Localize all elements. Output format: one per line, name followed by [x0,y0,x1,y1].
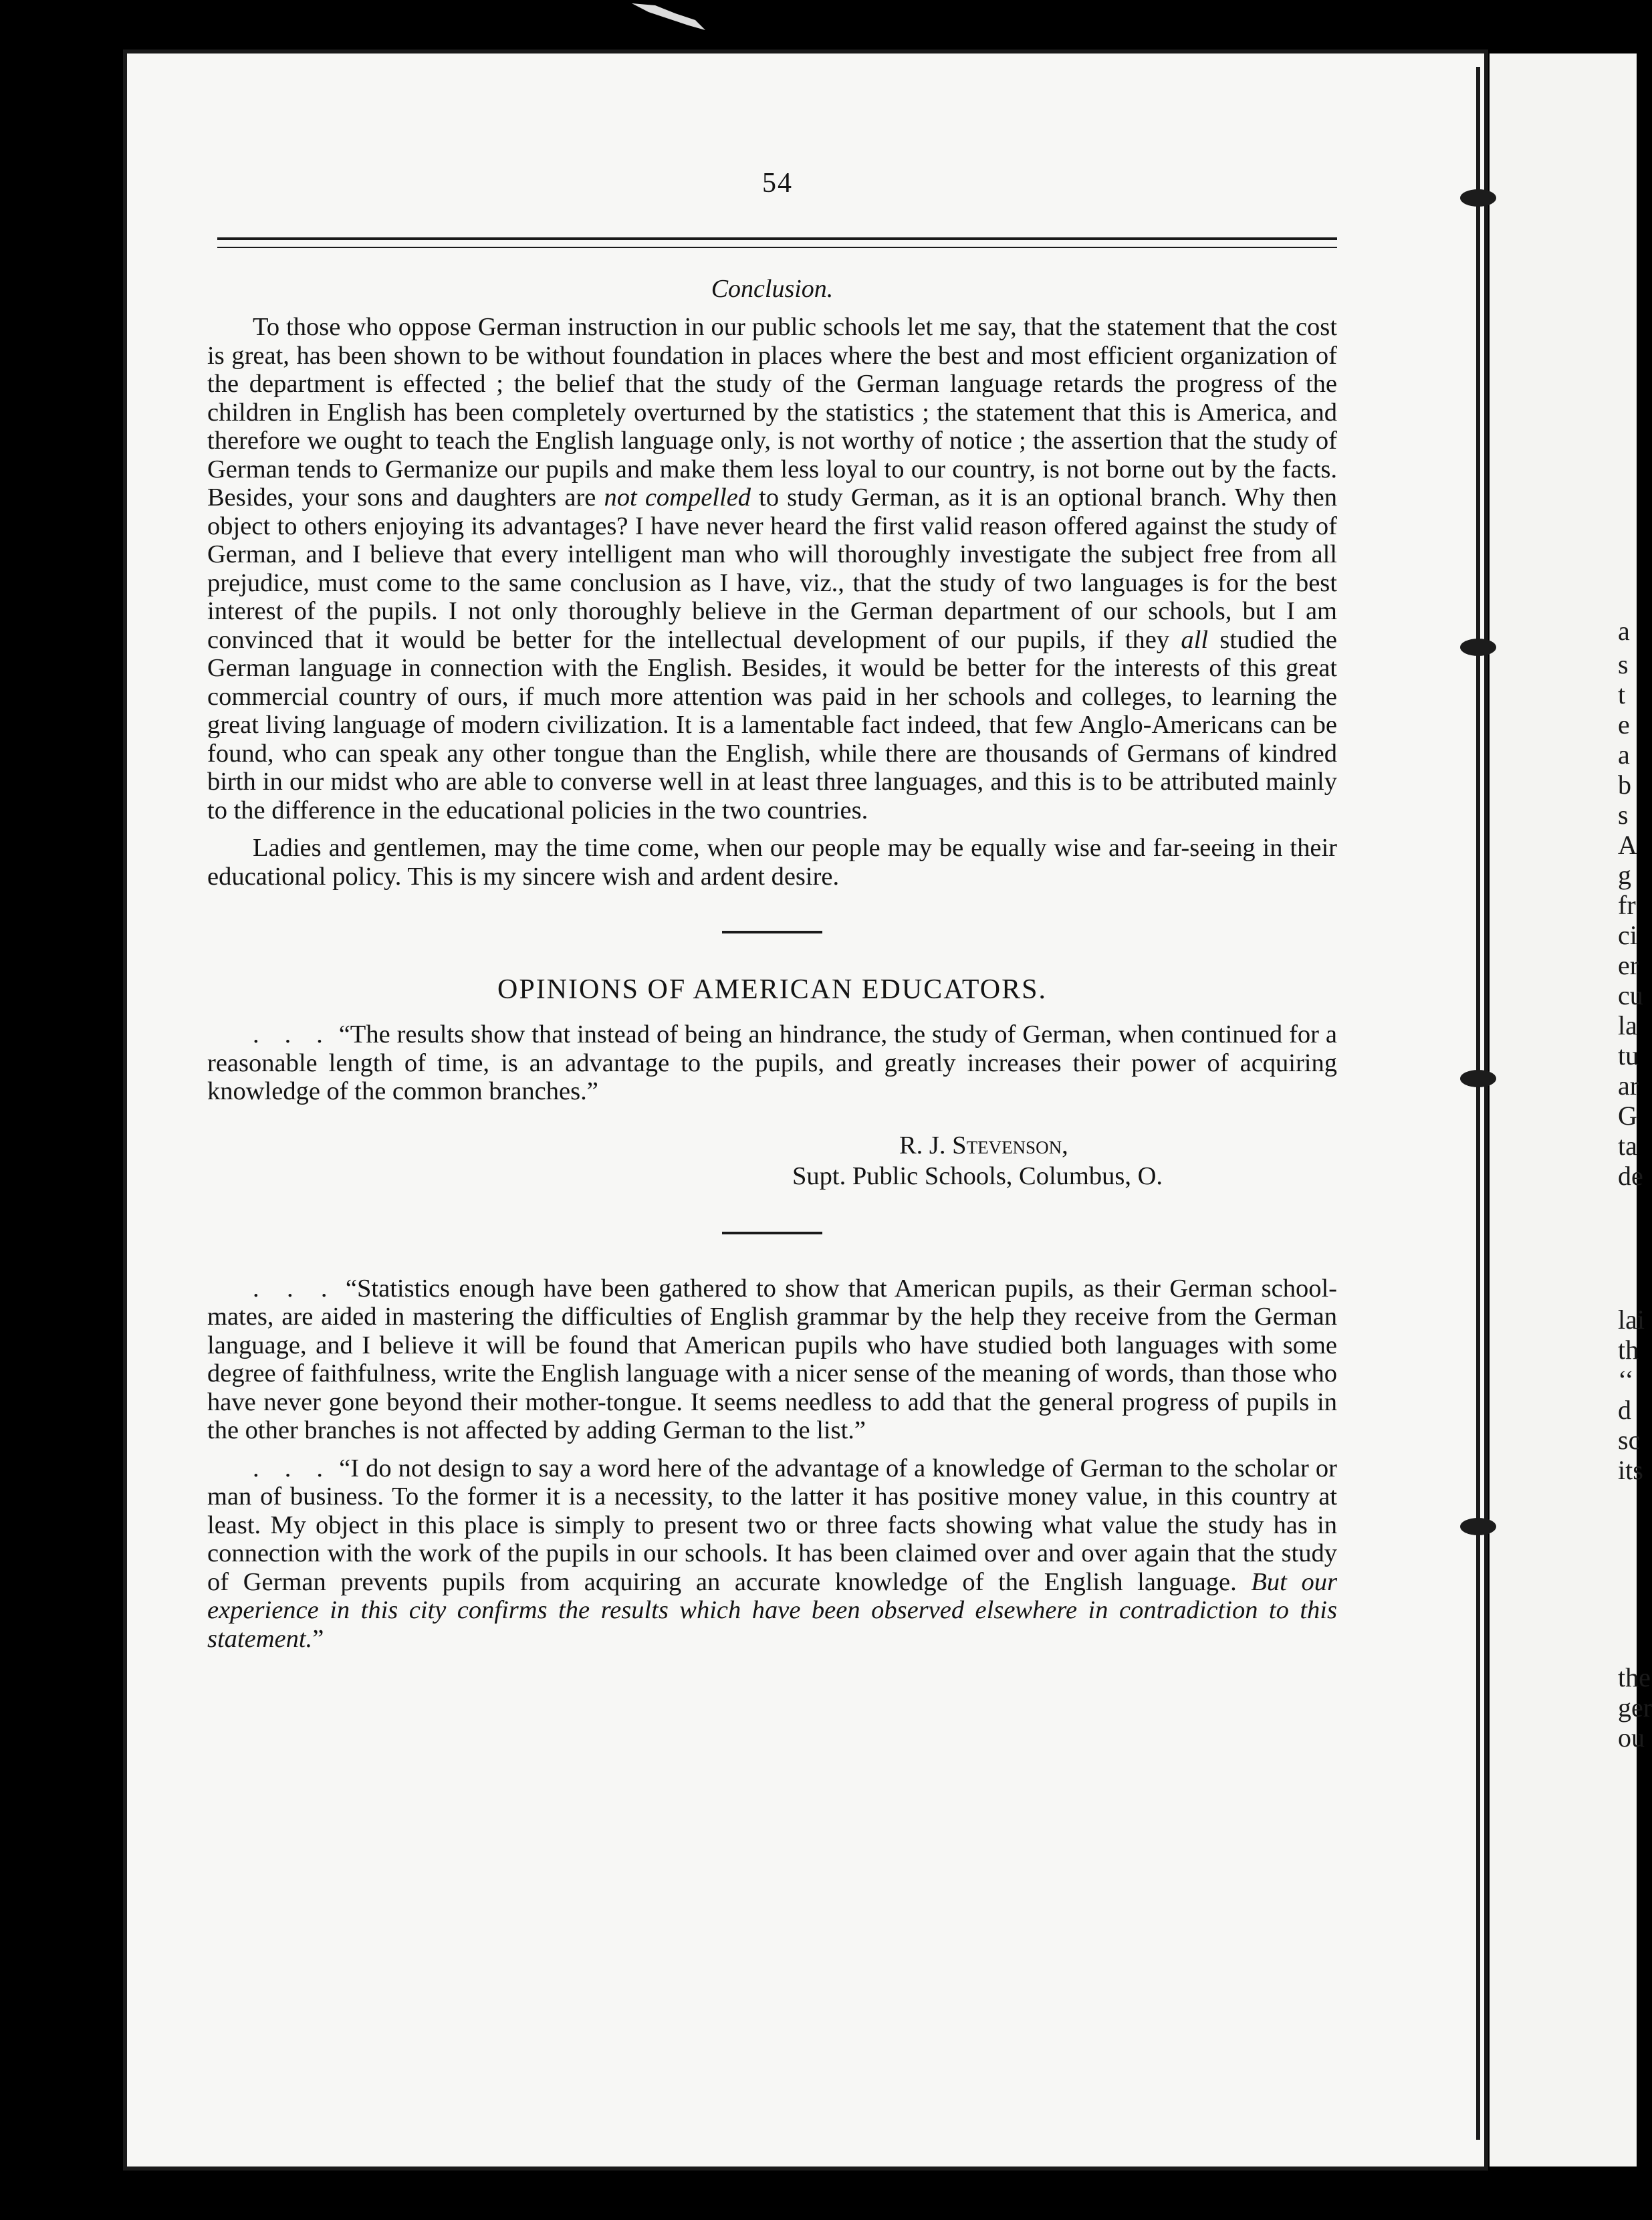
conclusion-text: to study German, as it is an optional branch. Why then object to others enjoying its advantages? I have never heard the first valid reason offered against the study of German, and I believe that every intelligent man who will thoroughly investigate the subject free from all prejudice, must come to the same conclusion as I have, viz., that the study of two languages is for the best interest of the pupils. I not only thoroughly believe in the German department of our schools, but I am convinced that it would be better for the intellectual development of our pupils, if they [207,483,1337,654]
adjacent-page-fragment: sc [1618,1425,1641,1455]
adjacent-page-fragment: er [1618,950,1639,980]
quote-paragraph [207,1020,1337,1106]
quote-text: “Statistics enough have been gathered to show that American pupils, as their German school-mates, are aided in mastering the difficulties of English grammar by the help they receive from the German language, and I believe it will be found that American pupils who have studied both languages with some degree of faithfulness, write the English language with a nicer sense of the meaning of words, than those who have never gone beyond their mother-tongue. It seems needless to add that the general progress of pupils in the other branches is not affected by adding German to the list.” [207,1274,1338,1444]
attribution-name [792,1130,1337,1161]
adjacent-page-fragment: tu [1618,1040,1639,1071]
adjacent-page-fragment: the [1618,1662,1651,1692]
quote-text: “I do not design to say a word here of the advantage of a knowledge of German to the scholar or man of business. To the former it is a necessity, to the latter it has positive money value, in this country at least. My object in this place is simply to present two or three facts showing what value the study has in connection with the work of the pupils in our schools. It has been claimed over and over again that the study of German prevents pupils from acquiring an accurate knowledge of the English language. [207,1454,1338,1596]
page-binding-line [1476,67,1480,2140]
quote-text: ” [312,1624,324,1653]
emphasis-text: all [1181,625,1209,654]
page-number: 54 [762,168,793,199]
adjacent-page-fragment: ger [1618,1692,1652,1723]
adjacent-page-fragment: ci [1618,920,1637,950]
conclusion-paragraph [207,313,1337,824]
adjacent-page-fragment: its [1618,1455,1643,1485]
section-heading-conclusion: Conclusion. [711,275,834,303]
adjacent-page-fragment: e [1618,709,1630,740]
adjacent-page-fragment: la [1618,1010,1637,1040]
adjacent-page-fragment: a [1618,740,1630,770]
emphasis-text: not compelled [604,483,751,512]
adjacent-page-fragment: fr [1618,890,1636,920]
quote-attribution [792,1130,1337,1192]
ellipsis: . . . [253,1454,333,1482]
adjacent-page-fragment: ‘‘ [1618,1365,1634,1395]
scan-blemish [628,0,709,33]
adjacent-page-fragment: lai [1618,1305,1645,1335]
adjacent-page-fragment: ta [1618,1131,1637,1161]
adjacent-page-fragment: a [1618,616,1630,646]
adjacent-page-fragment: de [1618,1161,1643,1191]
adjacent-page-fragment: A [1618,830,1637,860]
conclusion-text: studied the German language in connection with the English. Besides, it would be better for the interests of this great commercial country of ours, if much more attention was paid in her schools and colleges, to learning the great living language of modern civilization. It is a lamentable fact indeed, that few Anglo-Americans can be found, who can speak any other tongue than the English, while there are thousands of Germans of kindred birth in our midst who are able to converse well in at least three languages, and this is to be attributed mainly to the difference in the educational policies in the two countries. [207,625,1338,824]
conclusion-text: To those who oppose German instruction in our public schools let me say, that the statement that the cost is great, has been shown to be without foundation in places where the best and most efficient organization of the department is effected ; the belief that the study of the German language retards the progress of the children in English has been completely overturned by the statistics ; the statement that this is America, and therefore we ought to teach the English language only, is not worthy of notice ; the assertion that the study of German tends to Germanize our pupils and make them less loyal to our country, is not borne out by the facts. Besides, your sons and daughters are [207,313,1337,512]
adjacent-page-fragment: s [1618,649,1629,679]
adjacent-page-fragment: ar [1618,1071,1639,1101]
adjacent-page-fragment: g [1618,860,1631,890]
ellipsis: . . . [253,1020,332,1048]
adjacent-page-fragment: ou [1618,1723,1645,1753]
binding-mark [1460,639,1496,656]
attribution-surname: Stevenson, [952,1131,1068,1159]
section-divider [722,931,822,933]
binding-mark [1460,1070,1496,1087]
header-rule [217,237,1337,248]
binding-mark [1460,189,1496,207]
section-divider [722,1232,822,1234]
quote-paragraph [207,1274,1337,1445]
quote-text: “The results show that instead of being an hindrance, the study of German, when continued for a reasonable length of time, is an advantage to the pupils, and greatly increases their power of acquiring knowledge of the common branches.” [207,1020,1338,1105]
adjacent-page-fragment: t [1618,679,1626,709]
adjacent-page-fragment: d [1618,1395,1631,1425]
closing-paragraph: Ladies and gentlemen, may the time come, when our people may be equally wise and far-seeing in their educational policy. This is my sincere wish and ardent desire. [207,834,1337,891]
section-title-opinions: OPINIONS OF AMERICAN EDUCATORS. [497,974,1047,1005]
ellipsis: . . . [253,1274,337,1303]
attribution-title: Supt. Public Schools, Columbus, O. [792,1161,1163,1190]
binding-mark [1460,1518,1496,1535]
attribution-initials: R. J. [899,1131,953,1159]
emphasis-text: But our experience in this city confirms the results which have been observed elsewhere in contradiction to this statement. [207,1567,1337,1653]
quote-paragraph [207,1454,1337,1654]
adjacent-page-fragment: cu [1618,980,1643,1010]
adjacent-page-fragment: th [1618,1335,1639,1365]
adjacent-page-fragment: s [1618,800,1629,830]
page-content [207,267,1337,1653]
adjacent-page-fragment: b [1618,770,1631,800]
adjacent-page-fragment: G [1618,1101,1637,1131]
adjacent-page-strip [1490,53,1652,2167]
